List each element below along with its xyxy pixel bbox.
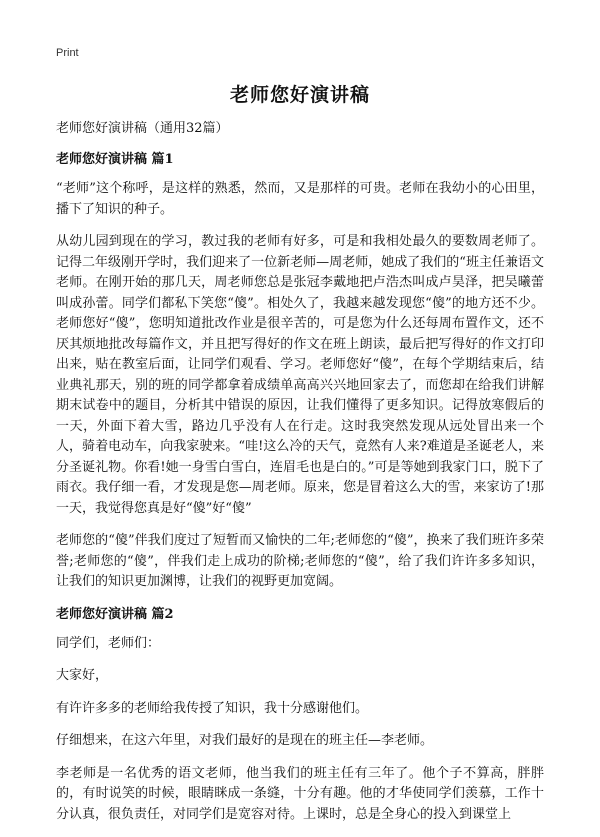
paragraph: 李老师是一名优秀的语文老师，他当我们的班主任有三年了。他个子不算高，胖胖的，有时说笑的时候，眼睛眯成一条缝，十分有趣。他的才华使同学们羡慕，工作十分认真，很负责任，对同学们是宽容对待。上课时，总是全身心的投入到课堂上 (56, 765, 544, 822)
document-subtitle: 老师您好演讲稿（通用32篇） (56, 121, 229, 136)
paragraph: “老师”这个称呼，是这样的熟悉，然而，又是那样的可贵。老师在我幼小的心田里，播下了知识的种子。 (56, 181, 544, 217)
paragraph: 大家好， (56, 668, 109, 683)
page-title: 老师您好演讲稿 (229, 84, 370, 106)
paragraph: 从幼儿园到现在的学习，教过我的老师有好多，可是和我相处最久的要数周老师了。记得二年级刚开学时，我们迎来了一位新老师—周老师，她成了我们的“班主任兼语文老师。在刚开始的那几天，周老师您总是张冠李戴地把卢浩杰叫成卢昊泽，把吴曦蕾叫成孙蕾。同学们都私下笑您“傻”。相处久了，我越来越发现您“傻”的地方还不少。老师您好“傻”，您明知道批改作业是很辛苦的，可是您为什么还每周布置作文，还不厌其烦地批改每篇作文，并且把写得好的作文在班上朗读，最后把写得好的作文打印出来，贴在教室后面，让同学们观看、学习。老师您好“傻”，在每个学期结束后，结业典礼那天，别的班的同学都拿着成绩单高高兴兴地回家去了，而您却在给我们讲解期末试卷中的题目，分析其中错误的原因，让我们懂得了更多知识。记得放寒假后的一天，外面下着大雪，路边几乎没有人在行走。这时我突然发现从远处冒出来一个人，骑着电动车，向我家驶来。“哇!这么冷的天气，竟然有人来?难道是圣诞老人，来分圣诞礼物。你看!她一身雪白雪白，连眉毛也是白的。”可是等她到我家门口，脱下了雨衣。我仔细一看，才发现是您—周老师。原来，您是冒着这么大的雪，来家访了!那一天，我觉得您真是好“傻”好“傻” (56, 234, 544, 516)
section-heading-1: 老师您好演讲稿 篇1 (56, 152, 174, 167)
paragraph: 有许许多多的老师给我传授了知识，我十分感谢他们。 (56, 700, 369, 716)
print-link[interactable]: Print (56, 47, 79, 59)
paragraph: 老师您的“傻”伴我们度过了短暂而又愉快的二年;老师您的“傻”，换来了我们班许多荣誉;老师您的“傻”，伴我们走上成功的阶梯;老师您的“傻”，给了我们许许多多知识，让我们的知识更加渊博，让我们的视野更加宽阔。 (56, 533, 544, 589)
paragraph: 同学们，老师们： (56, 635, 161, 651)
section-heading-2: 老师您好演讲稿 篇2 (56, 606, 174, 622)
document-body (56, 119, 544, 837)
paragraph: 仔细想来，在这六年里，对我们最好的是现在的班主任—李老师。 (56, 733, 434, 748)
